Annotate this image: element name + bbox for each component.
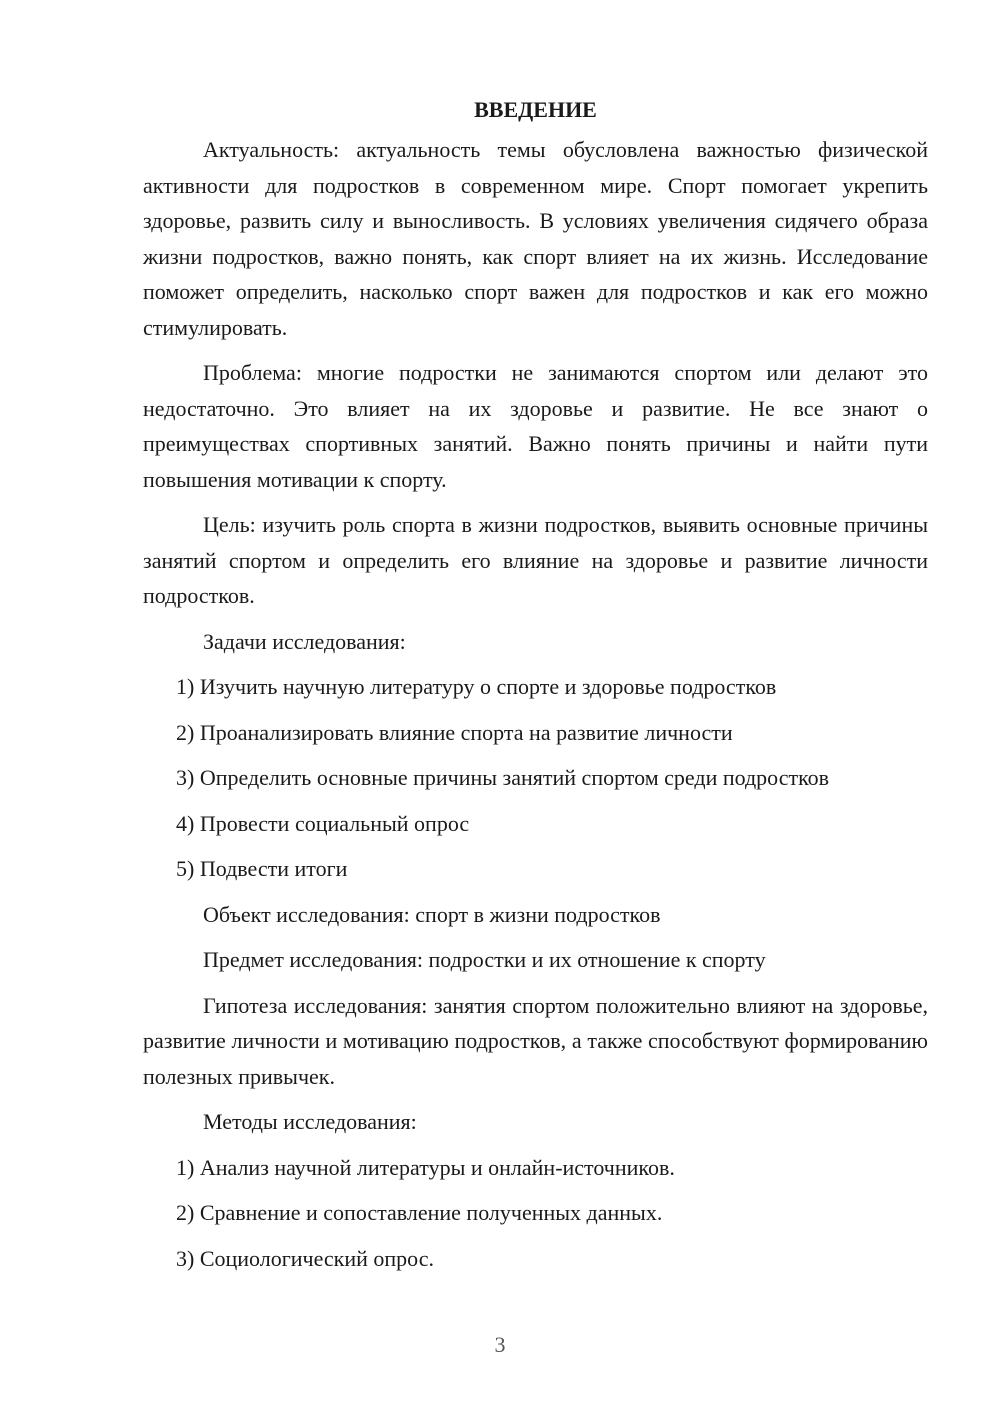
tasks-list	[143, 669, 928, 887]
tasks-heading: Задачи исследования:	[203, 628, 406, 654]
list-item: 3) Социологический опрос.	[176, 1245, 434, 1271]
relevance-paragraph: Актуальность: актуальность темы обусловлена важностью физической активности для подростков в современном мире. Спорт помогает укрепить здоровье, развить силу и выносливость. В условиях увеличения сидячего образа жизни подростков, важно понять, как спорт влияет на их жизнь. Исследование поможет определить, насколько спорт важен для подростков и как его можно стимулировать.	[143, 137, 928, 340]
section-title: ВВЕДЕНИЕ	[474, 97, 597, 122]
list-item: 2) Проанализировать влияние спорта на развитие личности	[176, 719, 733, 745]
page-number: 3	[494, 1332, 506, 1357]
problem-paragraph: Проблема: многие подростки не занимаются спортом или делают это недостаточно. Это влияет на их здоровье и развитие. Не все знают о преимуществах спортивных занятий. Важно понять причины и найти пути повышения мотивации к спорту.	[143, 360, 928, 492]
page-content	[143, 92, 928, 1286]
methods-list	[143, 1150, 928, 1277]
list-item: 4) Провести социальный опрос	[176, 810, 470, 836]
list-item: 2) Сравнение и сопоставление полученных данных.	[176, 1200, 663, 1225]
methods-heading: Методы исследования:	[203, 1109, 417, 1134]
hypothesis-paragraph: Гипотеза исследования: занятия спортом положительно влияют на здоровье, развитие личности и мотивацию подростков, а также способствуют формированию полезных привычек.	[143, 992, 928, 1089]
list-item: 1) Изучить научную литературу о спорте и здоровье подростков	[176, 674, 777, 699]
goal-paragraph: Цель: изучить роль спорта в жизни подростков, выявить основные причины занятий спортом и определить его влияние на здоровье и развитие личности подростков.	[143, 512, 928, 608]
object-paragraph: Объект исследования: спорт в жизни подростков	[203, 901, 661, 927]
list-item: 5) Подвести итоги	[176, 856, 348, 881]
subject-paragraph: Предмет исследования: подростки и их отношение к спорту	[203, 947, 766, 972]
list-item: 1) Анализ научной литературы и онлайн-источников.	[176, 1154, 675, 1180]
list-item: 3) Определить основные причины занятий спортом среди подростков	[176, 765, 830, 790]
